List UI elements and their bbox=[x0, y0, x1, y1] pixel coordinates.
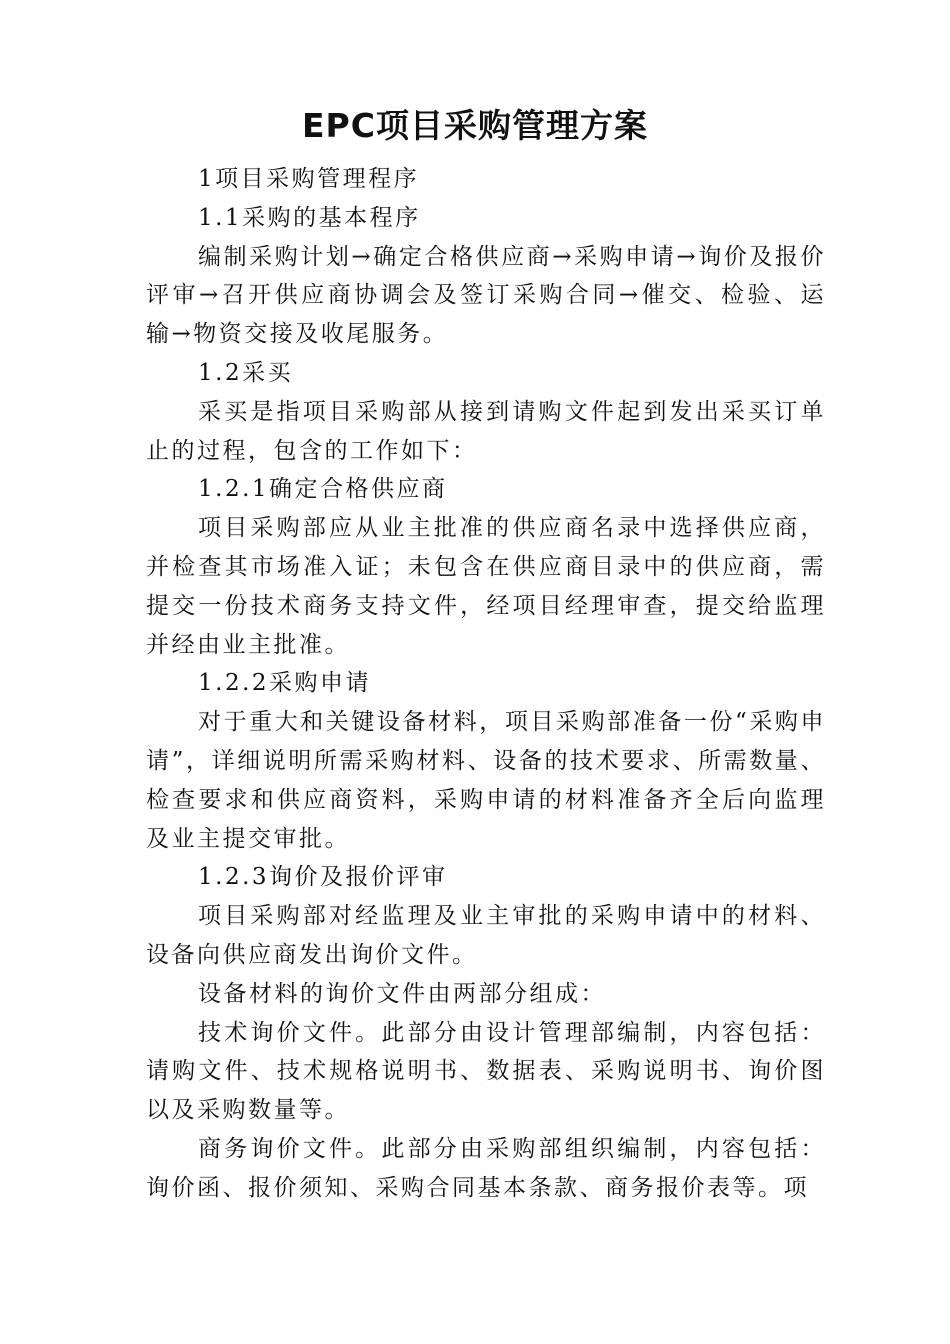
document-body bbox=[146, 160, 826, 1208]
paragraph-qualified-supplier: 项目采购部应从业主批准的供应商名录中选择供应商，并检查其市场准入证；未包含在供应商目录中的供应商，需提交一份技术商务支持文件，经项目经理审查，提交给监理并经由业主批准。 bbox=[146, 515, 826, 658]
section-heading-1-2-1: 1.2.1确定合格供应商 bbox=[198, 476, 448, 503]
paragraph-technical-inquiry: 技术询价文件。此部分由设计管理部编制，内容包括：请购文件、技术规格说明书、数据表、采购说明书、询价图以及采购数量等。 bbox=[146, 1019, 826, 1124]
paragraph-procedure: 编制采购计划→确定合格供应商→采购申请→询价及报价评审→召开供应商协调会及签订采购合同→催交、检验、运输→物资交接及收尾服务。 bbox=[146, 243, 826, 348]
paragraph-inquiry-parts: 设备材料的询价文件由两部分组成： bbox=[198, 980, 606, 1007]
section-heading-1: 1项目采购管理程序 bbox=[198, 166, 420, 192]
document-title: EPC项目采购管理方案 bbox=[302, 106, 648, 145]
section-heading-1-2-3: 1.2.3询价及报价评审 bbox=[198, 864, 448, 891]
paragraph-commercial-inquiry: 商务询价文件。此部分由采购部组织编制，内容包括：询价函、报价须知、采购合同基本条款、商务报价表等。项 bbox=[146, 1135, 826, 1201]
paragraph-purchase-request: 对于重大和关键设备材料，项目采购部准备一份“采购申请”，详细说明所需采购材料、设备的技术要求、所需数量、检查要求和供应商资料，采购申请的材料准备齐全后向监理及业主提交审批。 bbox=[146, 709, 826, 852]
paragraph-purchase-definition: 采买是指项目采购部从接到请购文件起到发出采买订单止的过程，包含的工作如下： bbox=[146, 398, 826, 464]
section-heading-1-2: 1.2采买 bbox=[198, 359, 294, 386]
section-heading-1-1: 1.1采购的基本程序 bbox=[198, 204, 421, 231]
section-heading-1-2-2: 1.2.2采购申请 bbox=[198, 670, 372, 697]
paragraph-inquiry: 项目采购部对经监理及业主审批的采购申请中的材料、设备向供应商发出询价文件。 bbox=[146, 903, 826, 968]
